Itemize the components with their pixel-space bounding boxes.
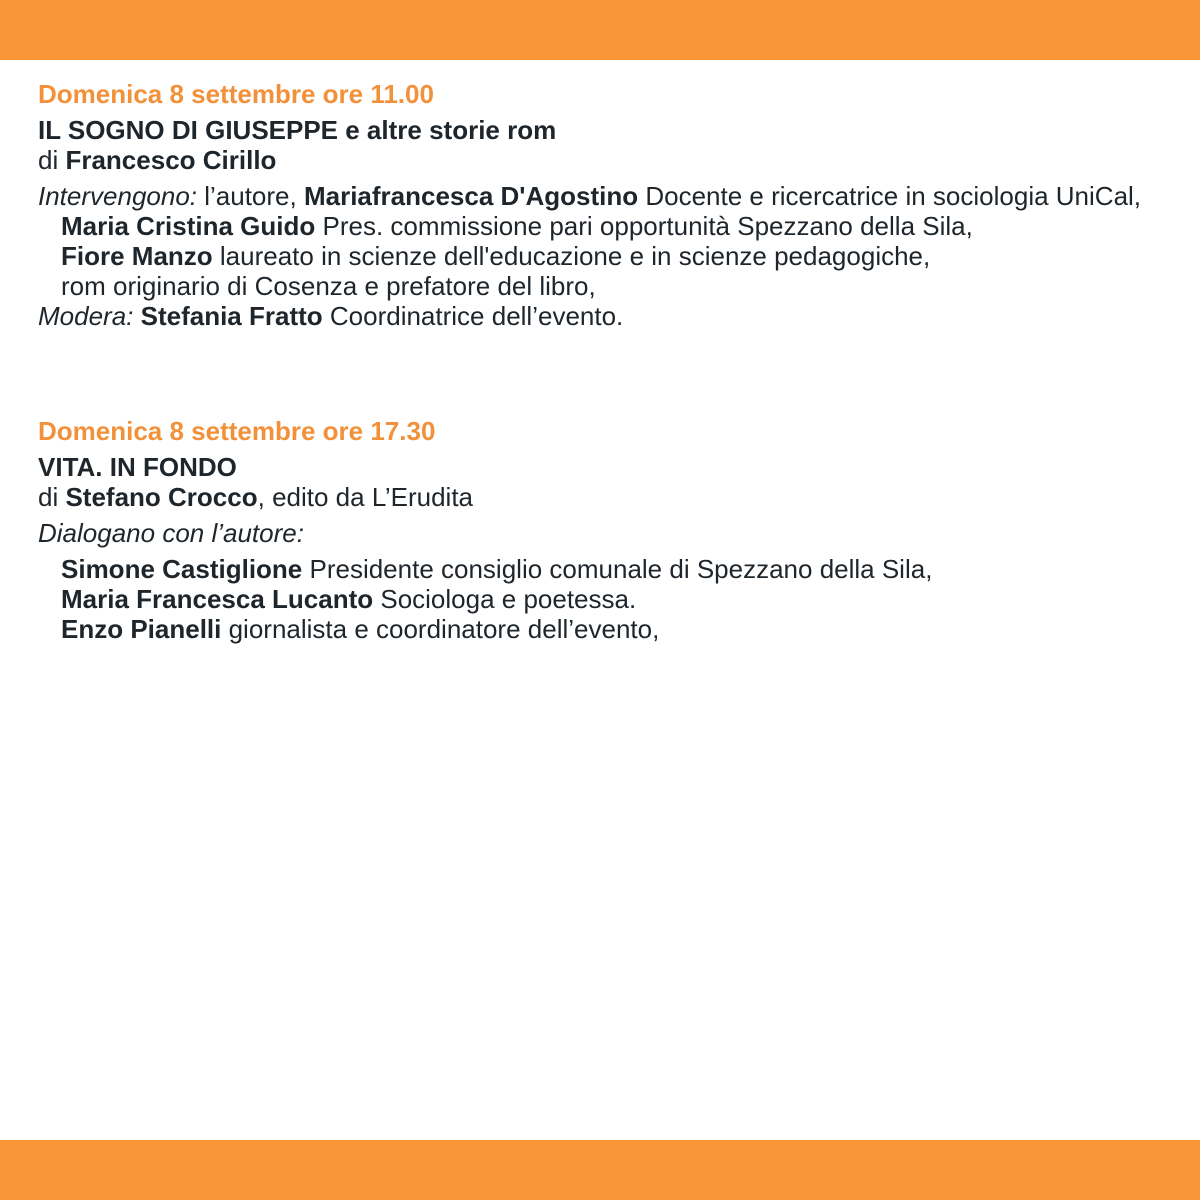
speaker-1-role: Presidente consiglio comunale di Spezzano della Sila, (302, 554, 933, 584)
moderator-role: Coordinatrice dell’evento. (322, 301, 624, 331)
speaker-1-name: Mariafrancesca D'Agostino (303, 181, 639, 211)
event-1-author: Francesco Cirillo (65, 145, 277, 175)
event-2-speaker-2 (38, 584, 1168, 614)
speaker-3-role: laureato in scienze dell'educazione e in scienze pedagogiche, (212, 241, 931, 271)
event-2-dialogue-label: Dialogano con l’autore: (38, 518, 304, 548)
event-1 (38, 78, 1168, 331)
speaker-2-role: Sociologa e poetessa. (373, 584, 637, 614)
event-2-publisher: , edito da L’Erudita (257, 482, 474, 512)
speaker-1-name: Simone Castiglione (61, 554, 303, 584)
moderator-label: Modera: (38, 301, 134, 331)
moderator-name: Stefania Fratto (140, 301, 323, 331)
event-1-speaker-3-continued: rom originario di Cosenza e prefatore del libro, (61, 271, 596, 301)
event-2-author: Stefano Crocco (65, 482, 258, 512)
top-orange-band (0, 0, 1200, 60)
event-2-speaker-1 (38, 554, 1168, 584)
speaker-3-name: Enzo Pianelli (61, 614, 222, 644)
speaker-3-role: giornalista e coordinatore dell’evento, (221, 614, 660, 644)
event-2-date: Domenica 8 settembre ore 17.30 (38, 416, 436, 446)
event-1-speakers-intro (38, 181, 1168, 211)
speaker-1-role: Docente e ricercatrice in sociologia UniCal, (638, 181, 1142, 211)
speakers-label: Intervengono: (38, 181, 198, 211)
event-1-date: Domenica 8 settembre ore 11.00 (38, 79, 434, 109)
speaker-2-role: Pres. commissione pari opportunità Spezzano della Sila, (315, 211, 973, 241)
event-2-speaker-3 (38, 614, 1168, 644)
speaker-2-name: Maria Francesca Lucanto (61, 584, 374, 614)
author-prefix: di (38, 145, 66, 175)
event-2 (38, 415, 1168, 644)
speakers-intro-text: l’autore, (197, 181, 304, 211)
speaker-2-name: Maria Cristina Guido (61, 211, 316, 241)
event-2-author-line (38, 482, 1168, 512)
event-1-speaker-2 (38, 211, 1168, 241)
event-2-title: VITA. IN FONDO (38, 452, 237, 482)
bottom-orange-band (0, 1140, 1200, 1200)
event-1-speaker-3 (38, 241, 1168, 271)
author-prefix: di (38, 482, 66, 512)
event-1-title: IL SOGNO DI GIUSEPPE e altre storie rom (38, 115, 557, 145)
event-1-author-line (38, 145, 1168, 175)
event-1-moderator (38, 301, 1168, 331)
speaker-3-name: Fiore Manzo (61, 241, 213, 271)
